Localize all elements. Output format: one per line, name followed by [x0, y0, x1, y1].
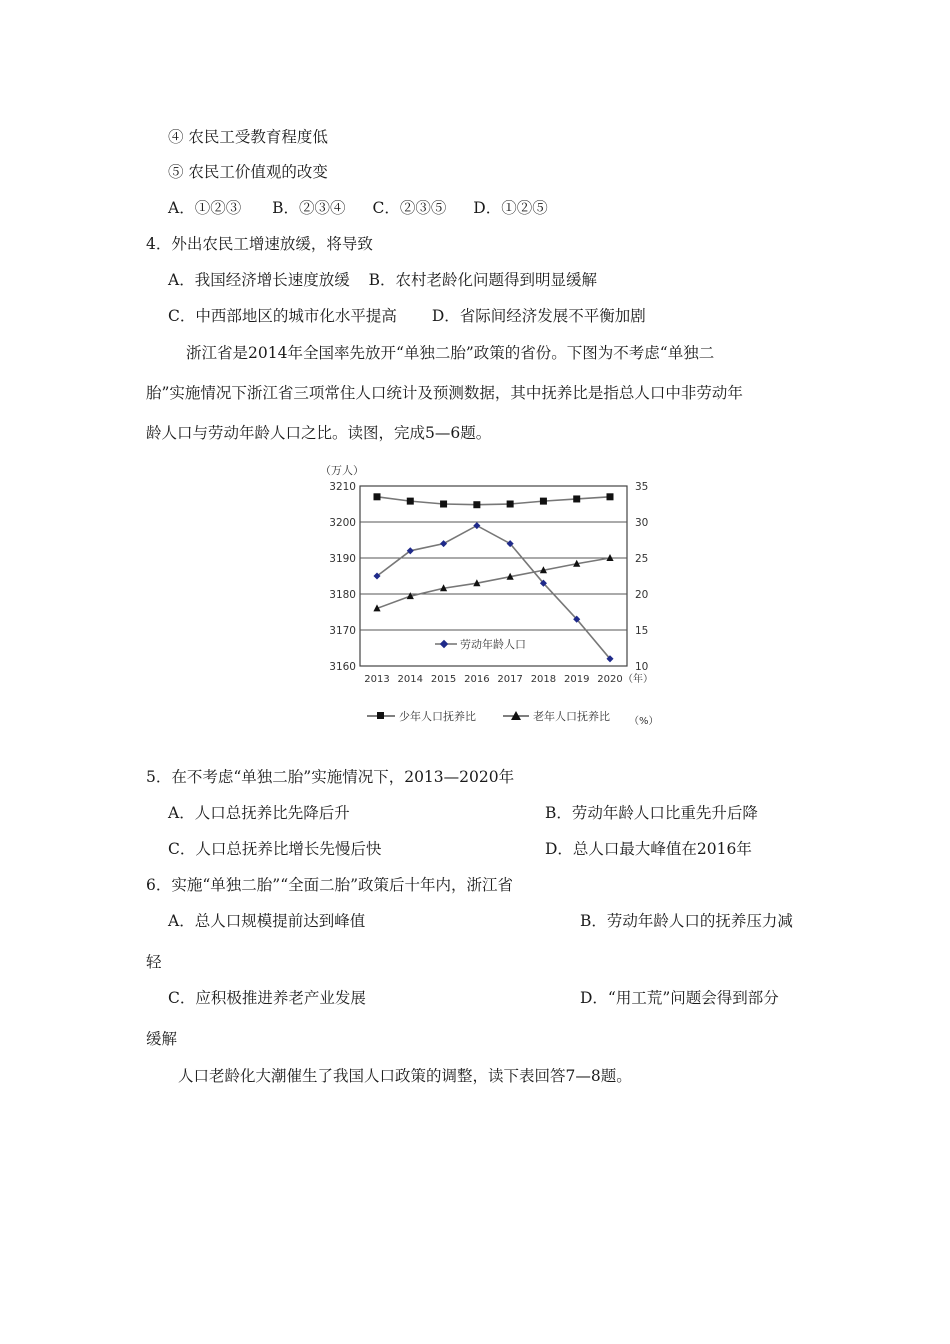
q3-item-4: ④ 农民工受教育程度低	[168, 128, 328, 146]
data-point-square	[473, 501, 480, 508]
legend-elder-label: 老年人口抚养比	[533, 710, 610, 723]
right-axis-unit: （%）	[629, 716, 659, 727]
q6-option-d: D．“用工荒”问题会得到部分	[580, 989, 779, 1007]
q6-option-a: A．总人口规模提前达到峰值	[168, 912, 366, 930]
legend-youth-marker	[377, 712, 384, 719]
q5-option-c: C．人口总抚养比增长先慢后快	[168, 840, 382, 858]
x-tick-label: 2013	[364, 674, 390, 685]
intro56-line3: 龄人口与劳动年龄人口之比。读图，完成5—6题。	[146, 424, 492, 442]
q5-option-a: A．人口总抚养比先降后升	[168, 804, 350, 822]
right-tick-label: 20	[635, 589, 649, 601]
q4-options-row1	[168, 270, 597, 290]
q3-options	[168, 198, 548, 218]
right-tick-label: 30	[635, 517, 649, 529]
x-tick-label: 2015	[430, 674, 457, 685]
q4-options-row2	[168, 306, 646, 326]
q4-stem: 4．外出农民工增速放缓，将导致	[146, 235, 373, 253]
legend-labor-label: 劳动年龄人口	[460, 638, 526, 651]
x-tick-label: 2016	[464, 674, 490, 685]
left-tick-label: 3180	[329, 589, 356, 601]
data-point-square	[607, 493, 614, 500]
data-point-square	[374, 493, 381, 500]
right-tick-label: 15	[635, 625, 649, 637]
q3-option-c: C．②③⑤	[372, 199, 447, 217]
q3-option-d: D．①②⑤	[473, 199, 548, 217]
x-tick-label: 2014	[397, 674, 424, 685]
x-tick-label: 2018	[530, 674, 557, 685]
q3-option-b: B．②③④	[272, 199, 346, 217]
x-tick-label: 2017	[497, 674, 523, 685]
population-chart	[315, 458, 660, 736]
right-tick-label: 35	[635, 481, 649, 493]
q3-option-a: A．①②③	[168, 199, 242, 217]
q5-stem: 5．在不考虑“单独二胎”实施情况下，2013—2020年	[146, 768, 515, 786]
q4-option-a: A．我国经济增长速度放缓	[168, 271, 350, 289]
q4-option-b: B．农村老龄化问题得到明显缓解	[368, 271, 598, 289]
data-point-square	[407, 498, 414, 505]
data-point-square	[540, 498, 547, 505]
population-chart-svg	[315, 458, 660, 736]
q6-option-d-continued: 缓解	[146, 1030, 178, 1048]
right-tick-label: 10	[635, 661, 649, 673]
x-axis-unit: （年）	[623, 674, 653, 685]
q6-option-c: C．应积极推进养老产业发展	[168, 989, 366, 1007]
x-tick-label: 2019	[563, 674, 590, 685]
left-tick-label: 3210	[329, 481, 356, 493]
left-tick-label: 3190	[329, 553, 356, 565]
q5-option-b: B．劳动年龄人口比重先升后降	[545, 804, 758, 822]
q4-option-c: C．中西部地区的城市化水平提高	[168, 307, 397, 325]
x-tick-label: 2020	[597, 674, 623, 685]
left-tick-label: 3160	[329, 661, 356, 673]
intro56-line1: 浙江省是2014年全国率先放开“单独二胎”政策的省份。下图为不考虑“单独二	[186, 344, 715, 362]
right-tick-label: 25	[635, 553, 649, 565]
q4-option-d: D．省际间经济发展不平衡加剧	[431, 307, 646, 325]
left-tick-label: 3170	[329, 625, 356, 637]
left-tick-label: 3200	[329, 517, 356, 529]
left-axis-unit: （万人）	[320, 464, 364, 477]
intro78: 人口老龄化大潮催生了我国人口政策的调整，读下表回答7—8题。	[178, 1067, 632, 1085]
q6-stem: 6．实施“单独二胎”“全面二胎”政策后十年内，浙江省	[146, 876, 514, 894]
legend-youth-label: 少年人口抚养比	[399, 710, 476, 723]
q3-item-5: ⑤ 农民工价值观的改变	[168, 163, 328, 181]
q6-option-b: B．劳动年龄人口的抚养压力减	[580, 912, 793, 930]
data-point-square	[573, 495, 580, 502]
q6-option-b-continued: 轻	[146, 953, 162, 971]
data-point-square	[507, 501, 514, 508]
data-point-square	[440, 501, 447, 508]
q5-option-d: D．总人口最大峰值在2016年	[545, 840, 752, 858]
intro56-line2: 胎”实施情况下浙江省三项常住人口统计及预测数据，其中抚养比是指总人口中非劳动年	[146, 384, 743, 402]
